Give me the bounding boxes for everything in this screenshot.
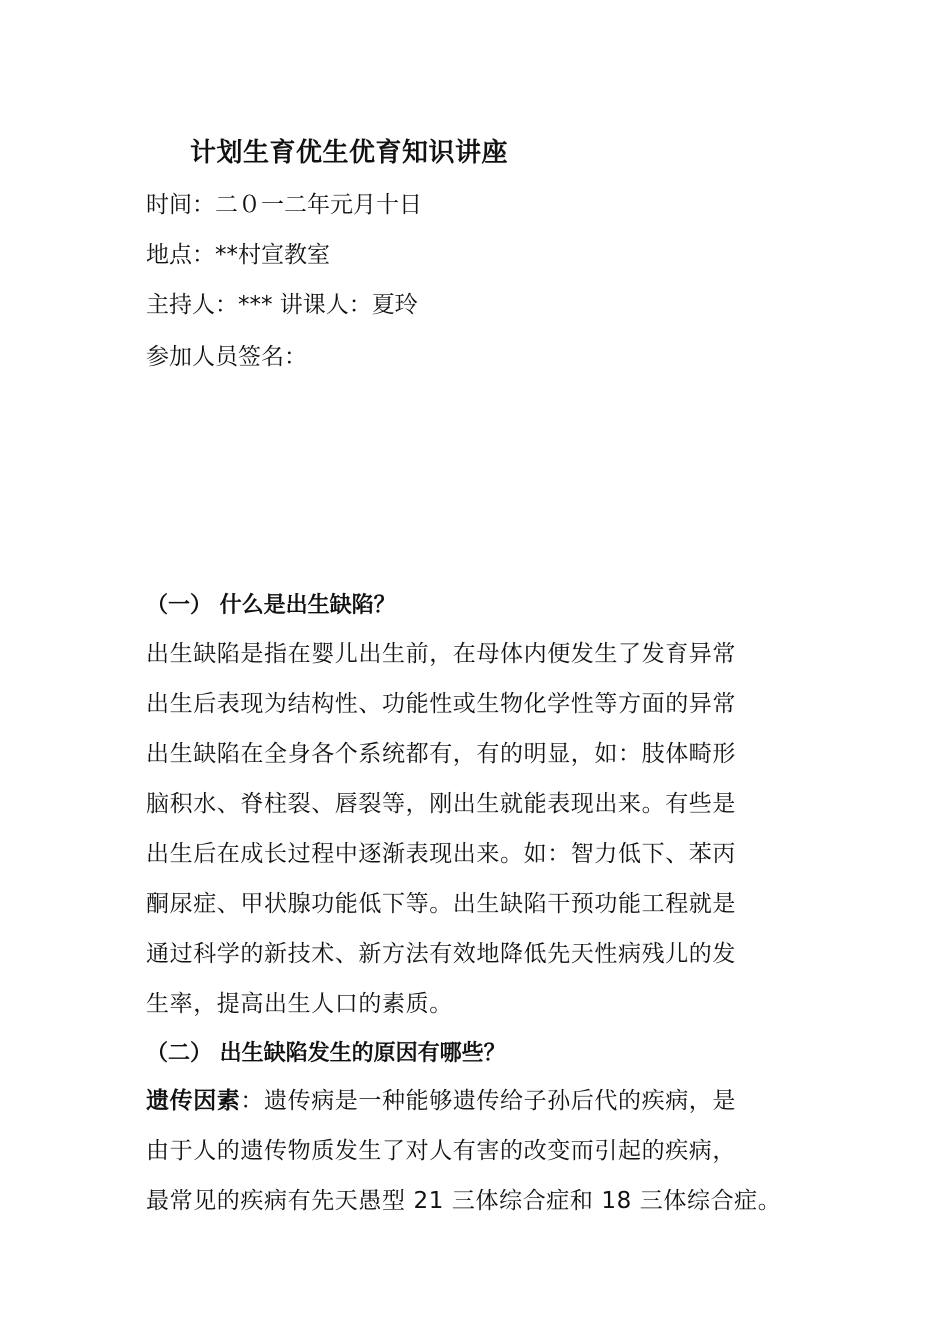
section1-line: 出生后在成长过程中逐渐表现出来。如：智力低下、苯丙 [146, 841, 736, 867]
section1-line: 生率，提高出生人口的素质。 [146, 991, 453, 1017]
section2-line: 由于人的遗传物质发生了对人有害的改变而引起的疾病， [146, 1138, 736, 1164]
section1-line: 酮尿症、甲状腺功能低下等。出生缺陷干预功能工程就是 [146, 891, 736, 917]
section1-line: 出生缺陷是指在婴儿出生前，在母体内便发生了发育异常 [146, 641, 736, 667]
document-title: 计划生育优生优育知识讲座 [190, 138, 509, 168]
section1-heading: （一） 什么是出生缺陷？ [146, 593, 396, 618]
section2-line: 最常见的疾病有先天愚型 21 三体综合症和 18 三体综合症。 [146, 1188, 782, 1214]
section2-heading: （二） 出生缺陷发生的原因有哪些？ [146, 1041, 506, 1066]
section2-lead-text: ：遗传病是一种能够遗传给子孙后代的疾病，是 [240, 1088, 737, 1114]
meta-time: 时间：二０一二年元月十日 [146, 192, 422, 218]
meta-place: 地点：**村宣教室 [146, 242, 330, 268]
section1-line: 出生缺陷在全身各个系统都有，有的明显，如：肢体畸形 [146, 741, 736, 767]
meta-attendees-signature: 参加人员签名： [146, 344, 307, 370]
section2-lead-line [146, 1082, 806, 1115]
section1-line: 出生后表现为结构性、功能性或生物化学性等方面的异常 [146, 691, 736, 717]
meta-host-lecturer: 主持人：*** 讲课人：夏玲 [146, 292, 418, 318]
genetic-factors-term: 遗传因素 [146, 1088, 241, 1114]
section1-line: 脑积水、脊柱裂、唇裂等，刚出生就能表现出来。有些是 [146, 791, 736, 817]
section1-line: 通过科学的新技术、新方法有效地降低先天性病残儿的发 [146, 941, 736, 967]
